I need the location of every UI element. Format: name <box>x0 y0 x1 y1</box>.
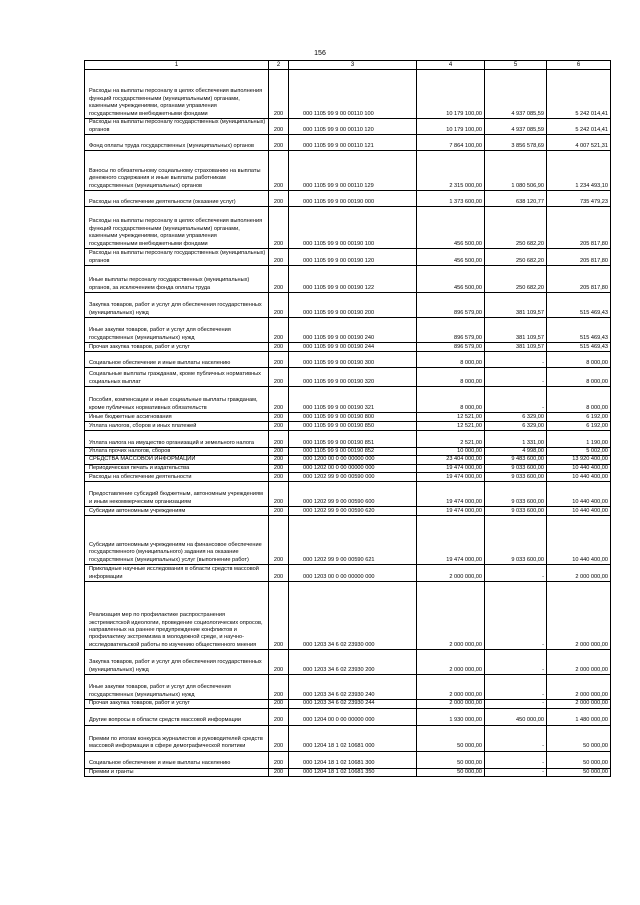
table-row <box>85 650 611 675</box>
row-approved: 456 500,00 <box>417 207 485 249</box>
row-approved: 10 179 100,00 <box>417 70 485 119</box>
row-approved: 12 521,00 <box>417 422 485 431</box>
row-executed: 450 000,00 <box>485 708 547 725</box>
table-row <box>85 387 611 413</box>
row-executed: - <box>485 387 547 413</box>
row-unexecuted: 515 469,43 <box>547 318 611 343</box>
row-kbk: 000 1203 34 6 02 23930 000 <box>289 582 417 650</box>
row-code: 200 <box>269 464 289 472</box>
column-header: 4 <box>417 61 485 70</box>
row-code: 200 <box>269 249 289 266</box>
row-approved: 2 000 000,00 <box>417 650 485 675</box>
row-unexecuted: 10 440 400,00 <box>547 516 611 565</box>
row-executed: 6 329,00 <box>485 413 547 422</box>
column-header: 5 <box>485 61 547 70</box>
row-name: Реализация мер по профилактике распространения экстремистской идеологии, проведение социологических опросов, направленных на раннее предупреждение конфликтов и профилактику экстремизма в молодежной среде, и научно-исследовательской работы по изучению общественного мнения <box>85 582 269 650</box>
row-name: Социальное обеспечение и иные выплаты населению <box>85 352 269 368</box>
row-executed: 9 033 600,00 <box>485 464 547 472</box>
row-kbk: 000 1202 99 9 00 00590 621 <box>289 516 417 565</box>
row-name: Премии и гранты <box>85 768 269 776</box>
row-code: 200 <box>269 422 289 431</box>
table-row <box>85 675 611 700</box>
row-name: Уплата налогов, сборов и иных платежей <box>85 422 269 431</box>
row-executed: - <box>485 565 547 582</box>
row-executed: - <box>485 650 547 675</box>
row-approved: 896 579,00 <box>417 343 485 352</box>
row-name: Закупка товаров, работ и услуг для обеспечения государственных (муниципальных) нужд <box>85 650 269 675</box>
table-row <box>85 582 611 650</box>
row-executed: 381 109,57 <box>485 318 547 343</box>
table-row <box>85 464 611 472</box>
table-row <box>85 207 611 249</box>
row-kbk: 000 1105 99 9 00 00190 200 <box>289 293 417 318</box>
row-unexecuted: 2 000 000,00 <box>547 650 611 675</box>
row-kbk: 000 1204 18 1 02 10681 300 <box>289 751 417 768</box>
table-row <box>85 725 611 751</box>
row-executed: - <box>485 700 547 708</box>
row-name: Иные бюджетные ассигнования <box>85 413 269 422</box>
row-unexecuted: 2 000 000,00 <box>547 700 611 708</box>
row-unexecuted: 5 002,00 <box>547 448 611 456</box>
row-executed: 9 033 600,00 <box>485 473 547 482</box>
row-name: Расходы на выплаты персоналу в целях обеспечения выполнения функций государственными (муниципальными) органами, казенными учреждениями, органами управления государственными внебюджетными фондами <box>85 207 269 249</box>
row-executed: 3 856 578,69 <box>485 135 547 151</box>
row-kbk: 000 1200 00 0 00 00000 000 <box>289 456 417 464</box>
row-unexecuted: 13 920 400,00 <box>547 456 611 464</box>
row-approved: 8 000,00 <box>417 352 485 368</box>
row-unexecuted: 10 440 400,00 <box>547 507 611 516</box>
table-row <box>85 516 611 565</box>
column-header: 1 <box>85 61 269 70</box>
row-unexecuted: 8 000,00 <box>547 387 611 413</box>
table-row <box>85 151 611 191</box>
table-row <box>85 318 611 343</box>
row-unexecuted: 10 440 400,00 <box>547 473 611 482</box>
row-unexecuted: 8 000,00 <box>547 352 611 368</box>
row-approved: 50 000,00 <box>417 768 485 776</box>
row-kbk: 000 1105 99 9 00 00190 321 <box>289 387 417 413</box>
row-code: 200 <box>269 448 289 456</box>
row-name: Расходы на выплаты персоналу государственных (муниципальных) органов <box>85 119 269 135</box>
row-name: Прочая закупка товаров, работ и услуг <box>85 700 269 708</box>
row-approved: 456 500,00 <box>417 249 485 266</box>
row-unexecuted: 205 817,80 <box>547 249 611 266</box>
row-name: Уплата прочих налогов, сборов <box>85 448 269 456</box>
row-unexecuted: 4 007 521,31 <box>547 135 611 151</box>
row-kbk: 000 1204 18 1 02 10681 350 <box>289 768 417 776</box>
table-row <box>85 431 611 448</box>
row-approved: 10 000,00 <box>417 448 485 456</box>
table-row <box>85 456 611 464</box>
row-kbk: 000 1202 99 9 00 00590 620 <box>289 507 417 516</box>
column-header: 2 <box>269 61 289 70</box>
page-number: 156 <box>314 50 326 57</box>
row-executed: 4 998,00 <box>485 448 547 456</box>
row-unexecuted: 1 190,00 <box>547 431 611 448</box>
row-approved: 7 864 100,00 <box>417 135 485 151</box>
row-unexecuted: 2 000 000,00 <box>547 675 611 700</box>
row-executed: - <box>485 352 547 368</box>
row-name: Социальное обеспечение и иные выплаты населению <box>85 751 269 768</box>
row-executed: 1 080 506,90 <box>485 151 547 191</box>
row-kbk: 000 1203 34 6 02 23930 244 <box>289 700 417 708</box>
row-name: Иные закупки товаров, работ и услуг для обеспечения государственных (муниципальных) нужд <box>85 675 269 700</box>
row-unexecuted: 50 000,00 <box>547 751 611 768</box>
row-code: 200 <box>269 751 289 768</box>
row-executed: - <box>485 725 547 751</box>
row-executed: 9 033 600,00 <box>485 516 547 565</box>
row-code: 200 <box>269 387 289 413</box>
table-row <box>85 448 611 456</box>
row-name: Расходы на выплаты персоналу государственных (муниципальных) органов <box>85 249 269 266</box>
table-row <box>85 768 611 776</box>
row-code: 200 <box>269 473 289 482</box>
row-unexecuted: 50 000,00 <box>547 725 611 751</box>
row-unexecuted: 735 479,23 <box>547 191 611 207</box>
row-unexecuted: 2 000 000,00 <box>547 582 611 650</box>
row-name: Иные выплаты персоналу государственных (муниципальных) органов, за исключением фонда оплаты труда <box>85 266 269 293</box>
row-executed: - <box>485 675 547 700</box>
row-name: Закупка товаров, работ и услуг для обеспечения государственных (муниципальных) нужд <box>85 293 269 318</box>
row-kbk: 000 1105 99 9 00 00190 240 <box>289 318 417 343</box>
row-approved: 896 579,00 <box>417 293 485 318</box>
table-row <box>85 343 611 352</box>
row-approved: 2 000 000,00 <box>417 700 485 708</box>
row-executed: 250 682,20 <box>485 249 547 266</box>
row-approved: 8 000,00 <box>417 368 485 387</box>
row-executed: 9 033 600,00 <box>485 482 547 507</box>
row-code: 200 <box>269 207 289 249</box>
row-unexecuted: 50 000,00 <box>547 768 611 776</box>
row-name: Фонд оплаты труда государственных (муниципальных) органов <box>85 135 269 151</box>
row-code: 200 <box>269 70 289 119</box>
row-executed: 250 682,20 <box>485 266 547 293</box>
row-unexecuted: 5 242 014,41 <box>547 70 611 119</box>
row-name: Уплата налога на имущество организаций и земельного налога <box>85 431 269 448</box>
row-code: 200 <box>269 413 289 422</box>
column-header: 6 <box>547 61 611 70</box>
row-name: Расходы на выплаты персоналу в целях обеспечения выполнения функций государственными (муниципальными) органами, казенными учреждениями, органами управления государственными внебюджетными фондами <box>85 70 269 119</box>
row-kbk: 000 1105 99 9 00 00110 120 <box>289 119 417 135</box>
row-kbk: 000 1105 99 9 00 00190 320 <box>289 368 417 387</box>
row-unexecuted: 8 000,00 <box>547 368 611 387</box>
table-row <box>85 413 611 422</box>
column-header: 3 <box>289 61 417 70</box>
row-executed: 381 109,57 <box>485 293 547 318</box>
row-code: 200 <box>269 343 289 352</box>
row-unexecuted: 10 440 400,00 <box>547 464 611 472</box>
row-code: 200 <box>269 507 289 516</box>
row-name: Субсидии автономным учреждениям на финансовое обеспечение государственного (муниципального) задания на оказание государственных (муниципальных) услуг (выполнение работ) <box>85 516 269 565</box>
row-executed: 9 033 600,00 <box>485 507 547 516</box>
row-unexecuted: 2 000 000,00 <box>547 565 611 582</box>
row-approved: 2 521,00 <box>417 431 485 448</box>
table-row <box>85 565 611 582</box>
row-executed: 6 329,00 <box>485 422 547 431</box>
row-code: 200 <box>269 725 289 751</box>
row-kbk: 000 1204 18 1 02 10681 000 <box>289 725 417 751</box>
row-executed: 4 937 085,59 <box>485 70 547 119</box>
row-name: Расходы на обеспечение деятельности (оказание услуг) <box>85 191 269 207</box>
row-executed: - <box>485 368 547 387</box>
row-executed: - <box>485 768 547 776</box>
row-approved: 2 000 000,00 <box>417 675 485 700</box>
row-kbk: 000 1105 99 9 00 00190 300 <box>289 352 417 368</box>
row-unexecuted: 1 234 493,10 <box>547 151 611 191</box>
row-code: 200 <box>269 151 289 191</box>
row-kbk: 000 1105 99 9 00 00110 121 <box>289 135 417 151</box>
table-row <box>85 293 611 318</box>
row-kbk: 000 1105 99 9 00 00190 100 <box>289 207 417 249</box>
row-unexecuted: 6 192,00 <box>547 422 611 431</box>
row-code: 200 <box>269 516 289 565</box>
row-name: Предоставление субсидий бюджетным, автономным учреждениям и иным некоммерческим организациям <box>85 482 269 507</box>
row-approved: 12 521,00 <box>417 413 485 422</box>
row-name: Расходы на обеспечение деятельности <box>85 473 269 482</box>
row-name: Субсидии автономным учреждениям <box>85 507 269 516</box>
row-kbk: 000 1202 99 9 00 00590 600 <box>289 482 417 507</box>
row-name: Премии по итогам конкурса журналистов и руководителей средств массовой информации в сфере демографической политики <box>85 725 269 751</box>
row-approved: 19 474 000,00 <box>417 464 485 472</box>
row-executed: 250 682,20 <box>485 207 547 249</box>
row-kbk: 000 1105 99 9 00 00190 851 <box>289 431 417 448</box>
row-approved: 2 000 000,00 <box>417 582 485 650</box>
row-approved: 19 474 000,00 <box>417 507 485 516</box>
row-approved: 8 000,00 <box>417 387 485 413</box>
row-kbk: 000 1105 99 9 00 00190 120 <box>289 249 417 266</box>
row-unexecuted: 205 817,80 <box>547 266 611 293</box>
row-kbk: 000 1105 99 9 00 00190 244 <box>289 343 417 352</box>
row-code: 200 <box>269 191 289 207</box>
row-approved: 456 500,00 <box>417 266 485 293</box>
row-code: 200 <box>269 650 289 675</box>
table-row <box>85 70 611 119</box>
row-approved: 1 373 600,00 <box>417 191 485 207</box>
row-code: 200 <box>269 565 289 582</box>
table-row <box>85 482 611 507</box>
row-code: 200 <box>269 318 289 343</box>
row-name: Прочая закупка товаров, работ и услуг <box>85 343 269 352</box>
row-approved: 896 579,00 <box>417 318 485 343</box>
row-unexecuted: 10 440 400,00 <box>547 482 611 507</box>
row-code: 200 <box>269 135 289 151</box>
row-name: Прикладные научные исследования в области средств массовой информации <box>85 565 269 582</box>
table-row <box>85 700 611 708</box>
row-executed: - <box>485 582 547 650</box>
row-code: 200 <box>269 119 289 135</box>
table-header-row <box>85 61 611 70</box>
row-code: 200 <box>269 293 289 318</box>
row-name: Другие вопросы в области средств массовой информации <box>85 708 269 725</box>
row-kbk: 000 1105 99 9 00 00190 000 <box>289 191 417 207</box>
row-code: 200 <box>269 352 289 368</box>
row-approved: 2 315 000,00 <box>417 151 485 191</box>
row-code: 200 <box>269 431 289 448</box>
row-code: 200 <box>269 482 289 507</box>
table-row <box>85 191 611 207</box>
row-unexecuted: 205 817,80 <box>547 207 611 249</box>
row-kbk: 000 1202 99 9 00 00590 000 <box>289 473 417 482</box>
row-code: 200 <box>269 266 289 293</box>
row-executed: 1 331,00 <box>485 431 547 448</box>
row-name: СРЕДСТВА МАССОВОЙ ИНФОРМАЦИИ <box>85 456 269 464</box>
row-code: 200 <box>269 582 289 650</box>
row-kbk: 000 1105 99 9 00 00110 129 <box>289 151 417 191</box>
row-kbk: 000 1105 99 9 00 00110 100 <box>289 70 417 119</box>
row-approved: 50 000,00 <box>417 725 485 751</box>
table-row <box>85 507 611 516</box>
row-approved: 1 930 000,00 <box>417 708 485 725</box>
table-row <box>85 249 611 266</box>
row-code: 200 <box>269 456 289 464</box>
table-row <box>85 708 611 725</box>
row-name: Социальные выплаты гражданам, кроме публичных нормативных социальных выплат <box>85 368 269 387</box>
row-executed: 9 483 600,00 <box>485 456 547 464</box>
row-kbk: 000 1203 34 6 02 23930 200 <box>289 650 417 675</box>
row-approved: 19 474 000,00 <box>417 482 485 507</box>
row-kbk: 000 1202 00 0 00 00000 000 <box>289 464 417 472</box>
table-row <box>85 352 611 368</box>
row-approved: 50 000,00 <box>417 751 485 768</box>
table-row <box>85 473 611 482</box>
row-executed: - <box>485 751 547 768</box>
row-kbk: 000 1105 99 9 00 00190 850 <box>289 422 417 431</box>
table-row <box>85 368 611 387</box>
budget-table <box>84 60 611 777</box>
row-name: Периодическая печать и издательства <box>85 464 269 472</box>
table-row <box>85 266 611 293</box>
row-unexecuted: 6 192,00 <box>547 413 611 422</box>
row-executed: 4 937 085,59 <box>485 119 547 135</box>
row-unexecuted: 5 242 014,41 <box>547 119 611 135</box>
row-approved: 19 474 000,00 <box>417 516 485 565</box>
row-kbk: 000 1204 00 0 00 00000 000 <box>289 708 417 725</box>
row-unexecuted: 1 480 000,00 <box>547 708 611 725</box>
row-name: Взносы по обязательному социальному страхованию на выплаты денежного содержания и иные выплаты работникам государственных (муниципальных) органов <box>85 151 269 191</box>
row-kbk: 000 1105 99 9 00 00190 122 <box>289 266 417 293</box>
row-approved: 10 179 100,00 <box>417 119 485 135</box>
row-name: Пособия, компенсации и иные социальные выплаты гражданам, кроме публичных нормативных обязательств <box>85 387 269 413</box>
row-name: Иные закупки товаров, работ и услуг для обеспечения государственных (муниципальных) нужд <box>85 318 269 343</box>
row-kbk: 000 1105 99 9 00 00190 852 <box>289 448 417 456</box>
row-unexecuted: 515 469,43 <box>547 343 611 352</box>
row-code: 200 <box>269 368 289 387</box>
row-kbk: 000 1203 00 0 00 00000 000 <box>289 565 417 582</box>
table-row <box>85 422 611 431</box>
row-code: 200 <box>269 708 289 725</box>
table-row <box>85 751 611 768</box>
row-approved: 2 000 000,00 <box>417 565 485 582</box>
row-executed: 381 109,57 <box>485 343 547 352</box>
row-approved: 19 474 000,00 <box>417 473 485 482</box>
row-code: 200 <box>269 700 289 708</box>
row-approved: 23 404 000,00 <box>417 456 485 464</box>
row-kbk: 000 1105 99 9 00 00190 800 <box>289 413 417 422</box>
row-executed: 638 120,77 <box>485 191 547 207</box>
table-row <box>85 135 611 151</box>
row-kbk: 000 1203 34 6 02 23930 240 <box>289 675 417 700</box>
table-row <box>85 119 611 135</box>
row-unexecuted: 515 469,43 <box>547 293 611 318</box>
row-code: 200 <box>269 675 289 700</box>
row-code: 200 <box>269 768 289 776</box>
